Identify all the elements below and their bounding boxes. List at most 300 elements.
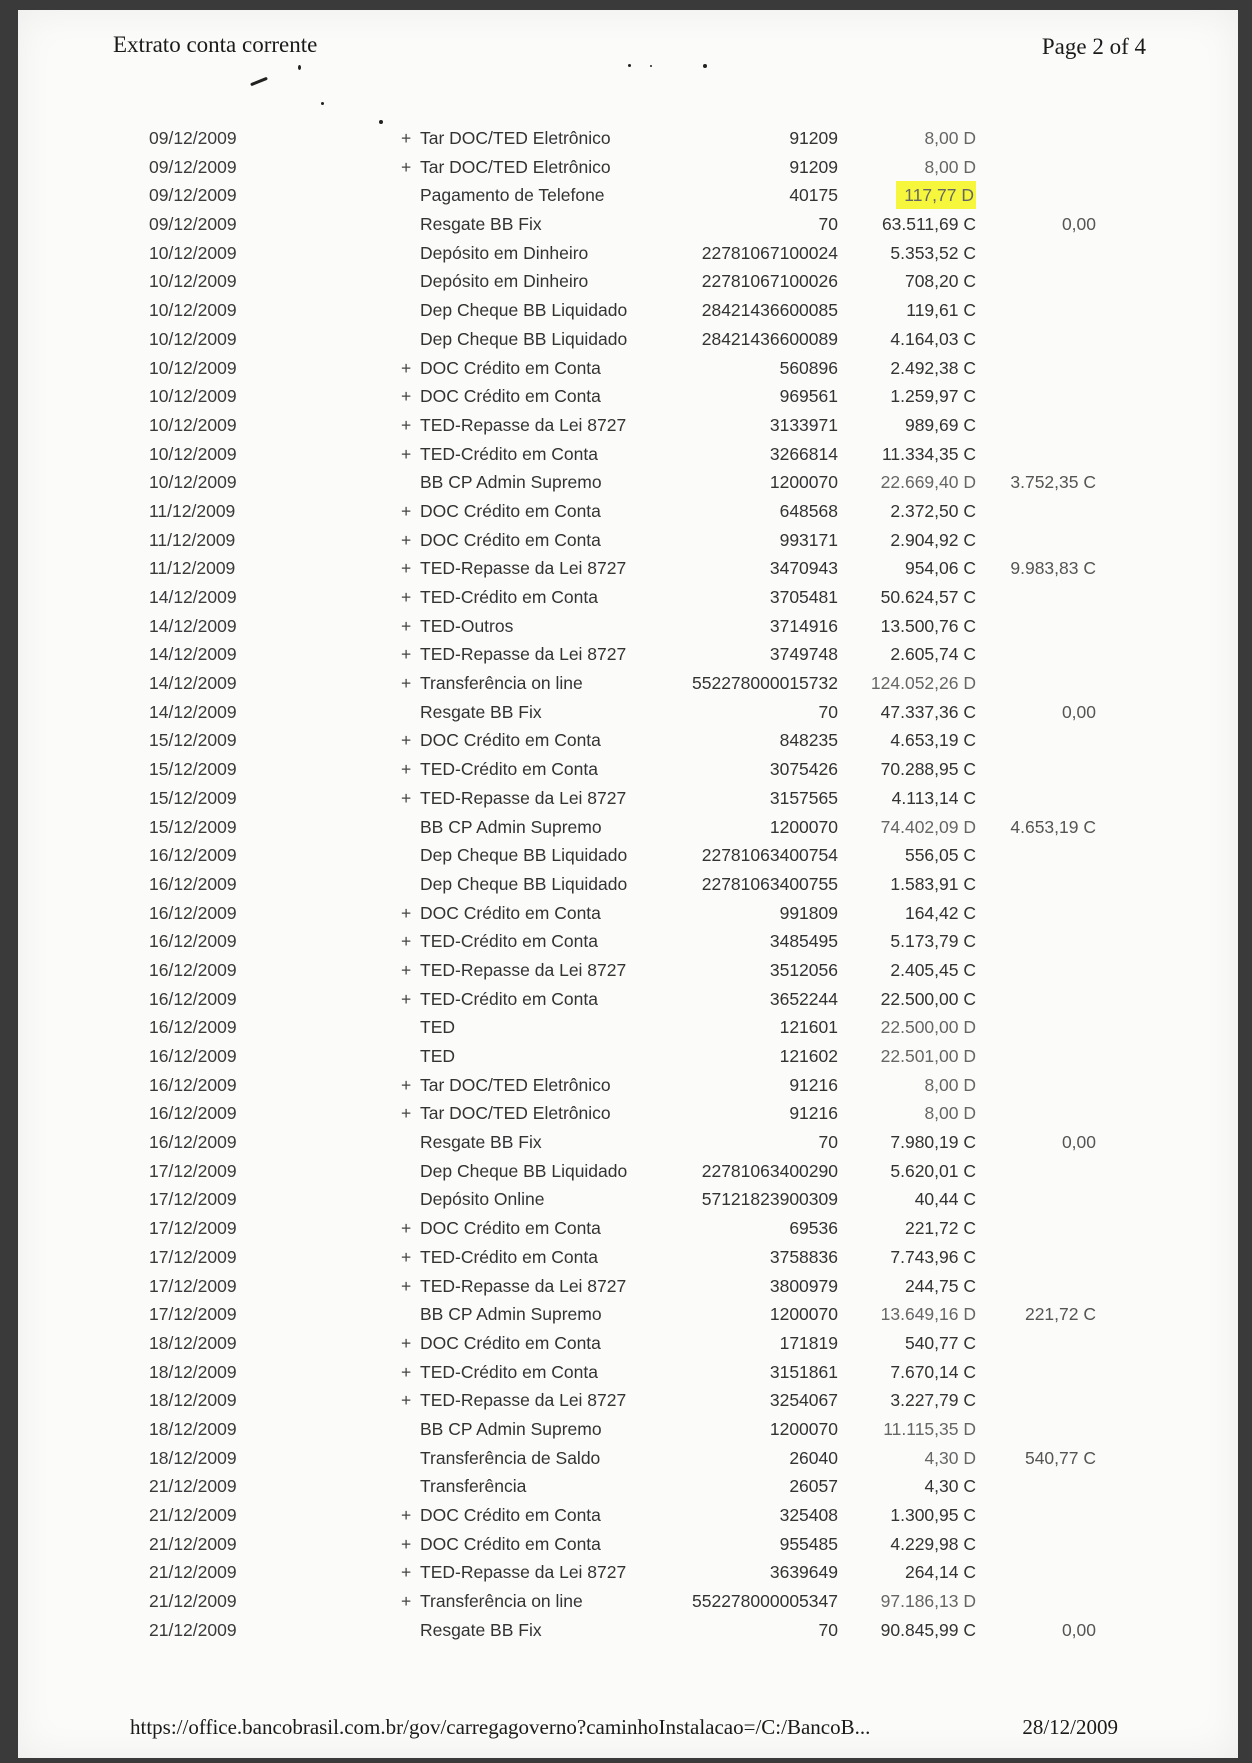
transaction-value: 11.115,35 D [883, 1418, 976, 1439]
transaction-description: TED [420, 1046, 455, 1066]
transaction-description: TED-Repasse da Lei 8727 [420, 1562, 627, 1583]
transaction-row [18, 554, 1238, 583]
transaction-value: 22.500,00 C [880, 988, 976, 1009]
document-number: 1200070 [769, 1304, 838, 1325]
transaction-value: 8,00 D [924, 156, 976, 177]
transaction-description: TED-Crédito em Conta [420, 443, 598, 464]
plus-marker: + [401, 128, 412, 148]
statement-title: Extrato conta corrente [113, 32, 318, 57]
transaction-date: 16/12/2009 [149, 1046, 237, 1066]
transaction-description: Transferência de Saldo [420, 1447, 601, 1468]
document-number: 22781063400754 [701, 845, 838, 866]
transaction-description: TED-Crédito em Conta [420, 988, 598, 1009]
document-number: 91209 [789, 128, 838, 148]
transaction-value: 2.605,74 C [890, 644, 976, 665]
transaction-description: Tar DOC/TED Eletrônico [420, 156, 611, 177]
balance-value: 0,00 [1061, 214, 1096, 235]
transaction-row [18, 813, 1238, 842]
plus-marker: + [401, 443, 412, 464]
document-number: 969561 [779, 386, 838, 407]
transaction-date: 14/12/2009 [149, 587, 237, 607]
transaction-value: 2.372,50 C [890, 500, 976, 521]
document-number: 3758836 [769, 1246, 838, 1267]
transaction-value: 22.501,00 D [880, 1046, 976, 1066]
transaction-row [18, 612, 1238, 641]
transaction-description: Depósito Online [420, 1189, 545, 1210]
transaction-row [18, 1616, 1238, 1645]
transaction-value: 4.164,03 C [890, 328, 976, 349]
transaction-row [18, 870, 1238, 899]
transaction-row [18, 1530, 1238, 1559]
document-number: 40175 [789, 185, 838, 206]
transaction-date: 17/12/2009 [149, 1275, 237, 1296]
plus-marker: + [401, 1218, 412, 1239]
balance-value: 4.653,19 C [1010, 816, 1096, 837]
transaction-row [18, 784, 1238, 813]
transaction-description: Tar DOC/TED Eletrônico [420, 1103, 611, 1124]
transaction-description: Dep Cheque BB Liquidado [420, 873, 628, 894]
transaction-row [18, 1587, 1238, 1616]
document-number: 3652244 [769, 988, 838, 1009]
document-number: 3133971 [769, 414, 838, 435]
transaction-row [18, 1558, 1238, 1587]
plus-marker: + [401, 1275, 412, 1296]
transaction-value: 90.845,99 C [880, 1619, 976, 1640]
document-number: 91216 [789, 1074, 838, 1095]
transaction-row [18, 1358, 1238, 1387]
transaction-date: 17/12/2009 [149, 1189, 237, 1210]
plus-marker: + [401, 988, 412, 1009]
transaction-description: Pagamento de Telefone [420, 185, 605, 206]
transaction-description: Dep Cheque BB Liquidado [420, 845, 628, 866]
document-number: 3749748 [769, 644, 838, 665]
transaction-date: 21/12/2009 [149, 1476, 237, 1497]
transaction-date: 10/12/2009 [149, 414, 237, 435]
plus-marker: + [401, 1246, 412, 1267]
transaction-date: 16/12/2009 [149, 902, 237, 923]
transaction-row [18, 640, 1238, 669]
document-number: 3639649 [769, 1562, 838, 1583]
transaction-row [18, 1329, 1238, 1358]
plus-marker: + [401, 587, 412, 607]
transaction-description: DOC Crédito em Conta [420, 386, 601, 407]
transaction-value: 119,61 C [906, 300, 976, 321]
transaction-date: 09/12/2009 [149, 128, 237, 148]
statement-page [18, 10, 1238, 1758]
transaction-description: Resgate BB Fix [420, 1132, 542, 1153]
transaction-row [18, 1013, 1238, 1042]
document-number: 171819 [779, 1332, 838, 1353]
transaction-value: 40,44 C [914, 1189, 976, 1210]
transaction-value: 70.288,95 C [880, 759, 976, 780]
transaction-value: 8,00 D [924, 1074, 976, 1095]
transaction-row [18, 583, 1238, 612]
transaction-row [18, 210, 1238, 239]
balance-value: 540,77 C [1024, 1447, 1096, 1468]
transaction-description: DOC Crédito em Conta [420, 1505, 601, 1525]
transaction-date: 09/12/2009 [149, 156, 237, 177]
transaction-date: 15/12/2009 [149, 816, 237, 837]
transaction-date: 16/12/2009 [149, 873, 237, 894]
transaction-date: 11/12/2009 [149, 558, 236, 579]
transaction-row [18, 899, 1238, 928]
transaction-value: 2.405,45 C [890, 959, 976, 980]
transaction-value: 4.113,14 C [891, 787, 976, 808]
document-number: 70 [818, 214, 838, 235]
scan-speck [628, 64, 631, 67]
document-number: 1200070 [769, 816, 838, 837]
transaction-row [18, 1099, 1238, 1128]
plus-marker: + [401, 500, 412, 521]
balance-value: 0,00 [1061, 701, 1096, 722]
transaction-value: 22.500,00 D [880, 1017, 976, 1038]
transaction-date: 16/12/2009 [149, 845, 237, 866]
transaction-value: 50.624,57 C [880, 587, 976, 607]
transaction-description: BB CP Admin Supremo [420, 816, 602, 837]
transaction-row [18, 726, 1238, 755]
transaction-date: 16/12/2009 [149, 988, 237, 1009]
transaction-row [18, 153, 1238, 182]
balance-value: 3.752,35 C [1010, 472, 1096, 493]
document-number: 3254067 [769, 1390, 838, 1411]
transaction-row [18, 1214, 1238, 1243]
balance-value: 221,72 C [1024, 1304, 1096, 1325]
plus-marker: + [401, 787, 412, 808]
document-number: 325408 [779, 1505, 838, 1525]
transaction-date: 21/12/2009 [149, 1562, 237, 1583]
transaction-value: 2.904,92 C [890, 529, 976, 550]
transaction-row [18, 411, 1238, 440]
plus-marker: + [401, 1505, 412, 1525]
plus-marker: + [401, 759, 412, 780]
transaction-date: 10/12/2009 [149, 242, 237, 263]
transaction-value: 13.649,16 D [880, 1304, 976, 1325]
transaction-description: TED [420, 1017, 455, 1038]
transaction-date: 11/12/2009 [149, 500, 236, 521]
transaction-row [18, 1128, 1238, 1157]
document-number: 121601 [779, 1017, 838, 1038]
transaction-value: 97.186,13 D [880, 1591, 976, 1612]
transaction-row [18, 267, 1238, 296]
transaction-description: DOC Crédito em Conta [420, 529, 601, 550]
transaction-row [18, 841, 1238, 870]
plus-marker: + [401, 902, 412, 923]
document-number: 3266814 [769, 443, 838, 464]
transaction-date: 17/12/2009 [149, 1304, 237, 1325]
transaction-date: 10/12/2009 [149, 357, 237, 378]
document-number: 57121823900309 [701, 1189, 838, 1210]
transaction-description: DOC Crédito em Conta [420, 357, 601, 378]
transaction-date: 10/12/2009 [149, 472, 237, 493]
transaction-description: TED-Crédito em Conta [420, 931, 598, 952]
transaction-date: 21/12/2009 [149, 1533, 237, 1554]
transaction-value: 5.173,79 C [890, 931, 976, 952]
transaction-value: 8,00 D [924, 128, 976, 148]
transaction-date: 15/12/2009 [149, 730, 237, 751]
plus-marker: + [401, 1074, 412, 1095]
transaction-value: 244,75 C [904, 1275, 976, 1296]
transaction-description: TED-Repasse da Lei 8727 [420, 787, 627, 808]
transaction-date: 18/12/2009 [149, 1361, 237, 1382]
transaction-value: 74.402,09 D [880, 816, 976, 837]
plus-marker: + [401, 1591, 412, 1612]
transaction-date: 10/12/2009 [149, 386, 237, 407]
transaction-value: 2.492,38 C [890, 357, 976, 378]
document-number: 28421436600089 [701, 328, 838, 349]
transaction-date: 16/12/2009 [149, 959, 237, 980]
plus-marker: + [401, 673, 412, 694]
transaction-date: 15/12/2009 [149, 759, 237, 780]
document-number: 70 [818, 1132, 838, 1153]
transaction-row [18, 354, 1238, 383]
transaction-value: 5.620,01 C [890, 1160, 976, 1181]
transaction-row [18, 956, 1238, 985]
transaction-row [18, 1415, 1238, 1444]
transaction-description: Depósito em Dinheiro [420, 271, 589, 292]
document-number: 3800979 [769, 1275, 838, 1296]
transaction-date: 16/12/2009 [149, 1017, 237, 1038]
transaction-row [18, 927, 1238, 956]
transaction-row [18, 1444, 1238, 1473]
transaction-date: 16/12/2009 [149, 1132, 237, 1153]
balance-value: 9.983,83 C [1010, 558, 1096, 579]
transaction-value: 117,77 D [896, 181, 976, 209]
transaction-date: 18/12/2009 [149, 1418, 237, 1439]
transaction-date: 17/12/2009 [149, 1246, 237, 1267]
transaction-row [18, 1243, 1238, 1272]
transaction-date: 11/12/2009 [149, 529, 236, 550]
document-number: 70 [818, 701, 838, 722]
transaction-date: 17/12/2009 [149, 1218, 237, 1239]
transaction-value: 7.670,14 C [890, 1361, 976, 1382]
plus-marker: + [401, 1361, 412, 1382]
transaction-date: 10/12/2009 [149, 443, 237, 464]
scan-speck [298, 65, 301, 70]
transaction-value: 4.653,19 C [890, 730, 976, 751]
transaction-description: Transferência on line [420, 1591, 583, 1612]
plus-marker: + [401, 529, 412, 550]
transaction-value: 13.500,76 C [880, 615, 976, 636]
transaction-row [18, 1501, 1238, 1530]
transaction-date: 18/12/2009 [149, 1332, 237, 1353]
transaction-value: 63.511,69 C [881, 214, 976, 235]
document-number: 3151861 [769, 1361, 838, 1382]
transaction-row [18, 468, 1238, 497]
footer-url: https://office.bancobrasil.com.br/gov/carregagoverno?caminhoInstalacao=/C:/BancoB... [130, 1715, 871, 1739]
document-number: 3512056 [769, 959, 838, 980]
transaction-description: TED-Repasse da Lei 8727 [420, 1390, 627, 1411]
transaction-row [18, 669, 1238, 698]
transaction-date: 14/12/2009 [149, 673, 237, 694]
transaction-date: 16/12/2009 [149, 931, 237, 952]
transaction-row [18, 382, 1238, 411]
transaction-description: BB CP Admin Supremo [420, 1418, 602, 1439]
transaction-row [18, 1042, 1238, 1071]
document-number: 91209 [789, 156, 838, 177]
transaction-description: Depósito em Dinheiro [420, 242, 589, 263]
plus-marker: + [401, 615, 412, 636]
plus-marker: + [401, 414, 412, 435]
transaction-row [18, 1386, 1238, 1415]
transaction-row [18, 124, 1238, 153]
transaction-value: 954,06 C [904, 558, 976, 579]
document-number: 552278000015732 [692, 673, 838, 694]
transaction-date: 16/12/2009 [149, 1074, 237, 1095]
transaction-row [18, 497, 1238, 526]
document-number: 121602 [779, 1046, 838, 1066]
plus-marker: + [401, 1332, 412, 1353]
transaction-date: 14/12/2009 [149, 701, 237, 722]
transaction-list [18, 124, 1238, 1644]
document-number: 69536 [789, 1218, 838, 1239]
document-number: 28421436600085 [701, 300, 838, 321]
balance-value: 0,00 [1061, 1132, 1096, 1153]
document-number: 955485 [779, 1533, 838, 1554]
transaction-date: 18/12/2009 [149, 1447, 237, 1468]
plus-marker: + [401, 931, 412, 952]
plus-marker: + [401, 730, 412, 751]
document-number: 848235 [779, 730, 838, 751]
transaction-description: Transferência on line [420, 673, 583, 694]
transaction-value: 1.300,95 C [890, 1505, 976, 1525]
transaction-description: Dep Cheque BB Liquidado [420, 328, 628, 349]
transaction-description: TED-Crédito em Conta [420, 1361, 598, 1382]
plus-marker: + [401, 357, 412, 378]
transaction-date: 09/12/2009 [149, 185, 237, 206]
plus-marker: + [401, 1562, 412, 1583]
transaction-date: 18/12/2009 [149, 1390, 237, 1411]
document-number: 70 [818, 1619, 838, 1640]
transaction-value: 1.259,97 C [890, 386, 976, 407]
transaction-description: Tar DOC/TED Eletrônico [420, 128, 611, 148]
transaction-row [18, 1472, 1238, 1501]
document-number: 3705481 [769, 587, 838, 607]
document-number: 22781063400755 [701, 873, 838, 894]
plus-marker: + [401, 644, 412, 665]
transaction-date: 09/12/2009 [149, 214, 237, 235]
transaction-description: TED-Repasse da Lei 8727 [420, 959, 627, 980]
scan-mark [250, 77, 268, 87]
document-number: 3157565 [769, 787, 838, 808]
transaction-description: DOC Crédito em Conta [420, 730, 601, 751]
footer-date: 28/12/2009 [1022, 1715, 1118, 1739]
transaction-description: TED-Crédito em Conta [420, 587, 598, 607]
transaction-value: 47.337,36 C [880, 701, 976, 722]
transaction-row [18, 526, 1238, 555]
transaction-row [18, 1185, 1238, 1214]
document-number: 991809 [779, 902, 838, 923]
transaction-description: TED-Repasse da Lei 8727 [420, 1275, 627, 1296]
transaction-date: 17/12/2009 [149, 1160, 237, 1181]
plus-marker: + [401, 1390, 412, 1411]
transaction-row [18, 296, 1238, 325]
balance-value: 0,00 [1061, 1619, 1096, 1640]
transaction-description: TED-Repasse da Lei 8727 [420, 644, 627, 665]
transaction-value: 556,05 C [904, 845, 976, 866]
transaction-date: 21/12/2009 [149, 1619, 237, 1640]
transaction-row [18, 440, 1238, 469]
plus-marker: + [401, 386, 412, 407]
transaction-row [18, 1157, 1238, 1186]
transaction-description: DOC Crédito em Conta [420, 1533, 601, 1554]
transaction-value: 5.353,52 C [890, 242, 976, 263]
plus-marker: + [401, 1103, 412, 1124]
page-indicator: Page 2 of 4 [1041, 34, 1146, 59]
transaction-description: Tar DOC/TED Eletrônico [420, 1074, 611, 1095]
scan-speck [650, 65, 652, 67]
transaction-date: 10/12/2009 [149, 300, 237, 321]
transaction-value: 221,72 C [904, 1218, 976, 1239]
transaction-date: 21/12/2009 [149, 1505, 237, 1525]
transaction-value: 3.227,79 C [890, 1390, 976, 1411]
transaction-row [18, 325, 1238, 354]
transaction-value: 22.669,40 D [880, 472, 976, 493]
transaction-value: 989,69 C [904, 414, 976, 435]
transaction-date: 10/12/2009 [149, 271, 237, 292]
document-number: 3075426 [769, 759, 838, 780]
document-number: 648568 [779, 500, 838, 521]
transaction-value: 1.583,91 C [890, 873, 976, 894]
transaction-description: TED-Repasse da Lei 8727 [420, 558, 627, 579]
transaction-row [18, 1272, 1238, 1301]
document-number: 91216 [789, 1103, 838, 1124]
transaction-description: Dep Cheque BB Liquidado [420, 1160, 628, 1181]
transaction-value: 540,77 C [904, 1332, 976, 1353]
document-number: 22781063400290 [701, 1160, 838, 1181]
plus-marker: + [401, 156, 412, 177]
transaction-description: TED-Crédito em Conta [420, 759, 598, 780]
transaction-date: 15/12/2009 [149, 787, 237, 808]
transaction-value: 124.052,26 D [870, 673, 976, 694]
transaction-description: Transferência [420, 1476, 527, 1497]
transaction-date: 14/12/2009 [149, 615, 237, 636]
transaction-date: 21/12/2009 [149, 1591, 237, 1612]
document-number: 26040 [789, 1447, 838, 1468]
plus-marker: + [401, 959, 412, 980]
document-number: 1200070 [769, 472, 838, 493]
plus-marker: + [401, 558, 412, 579]
transaction-row [18, 698, 1238, 727]
plus-marker: + [401, 1533, 412, 1554]
transaction-date: 10/12/2009 [149, 328, 237, 349]
document-number: 3485495 [769, 931, 838, 952]
transaction-description: Resgate BB Fix [420, 214, 542, 235]
transaction-value: 4.229,98 C [890, 1533, 976, 1554]
document-number: 1200070 [769, 1418, 838, 1439]
transaction-row [18, 985, 1238, 1014]
transaction-description: DOC Crédito em Conta [420, 1218, 601, 1239]
document-number: 22781067100024 [701, 242, 838, 263]
transaction-date: 16/12/2009 [149, 1103, 237, 1124]
transaction-description: DOC Crédito em Conta [420, 902, 601, 923]
transaction-value: 4,30 C [924, 1476, 976, 1497]
transaction-value: 708,20 C [904, 271, 976, 292]
transaction-description: Dep Cheque BB Liquidado [420, 300, 628, 321]
transaction-description: TED-Outros [420, 615, 514, 636]
transaction-description: Resgate BB Fix [420, 701, 542, 722]
document-number: 560896 [779, 357, 838, 378]
transaction-row [18, 1071, 1238, 1100]
transaction-value: 7.743,96 C [890, 1246, 976, 1267]
document-number: 22781067100026 [701, 271, 838, 292]
scan-speck [703, 64, 707, 68]
scan-speck [321, 102, 324, 105]
transaction-description: TED-Crédito em Conta [420, 1246, 598, 1267]
transaction-description: Resgate BB Fix [420, 1619, 542, 1640]
transaction-value: 4,30 D [924, 1447, 976, 1468]
transaction-value: 7.980,19 C [890, 1132, 976, 1153]
transaction-description: BB CP Admin Supremo [420, 472, 602, 493]
